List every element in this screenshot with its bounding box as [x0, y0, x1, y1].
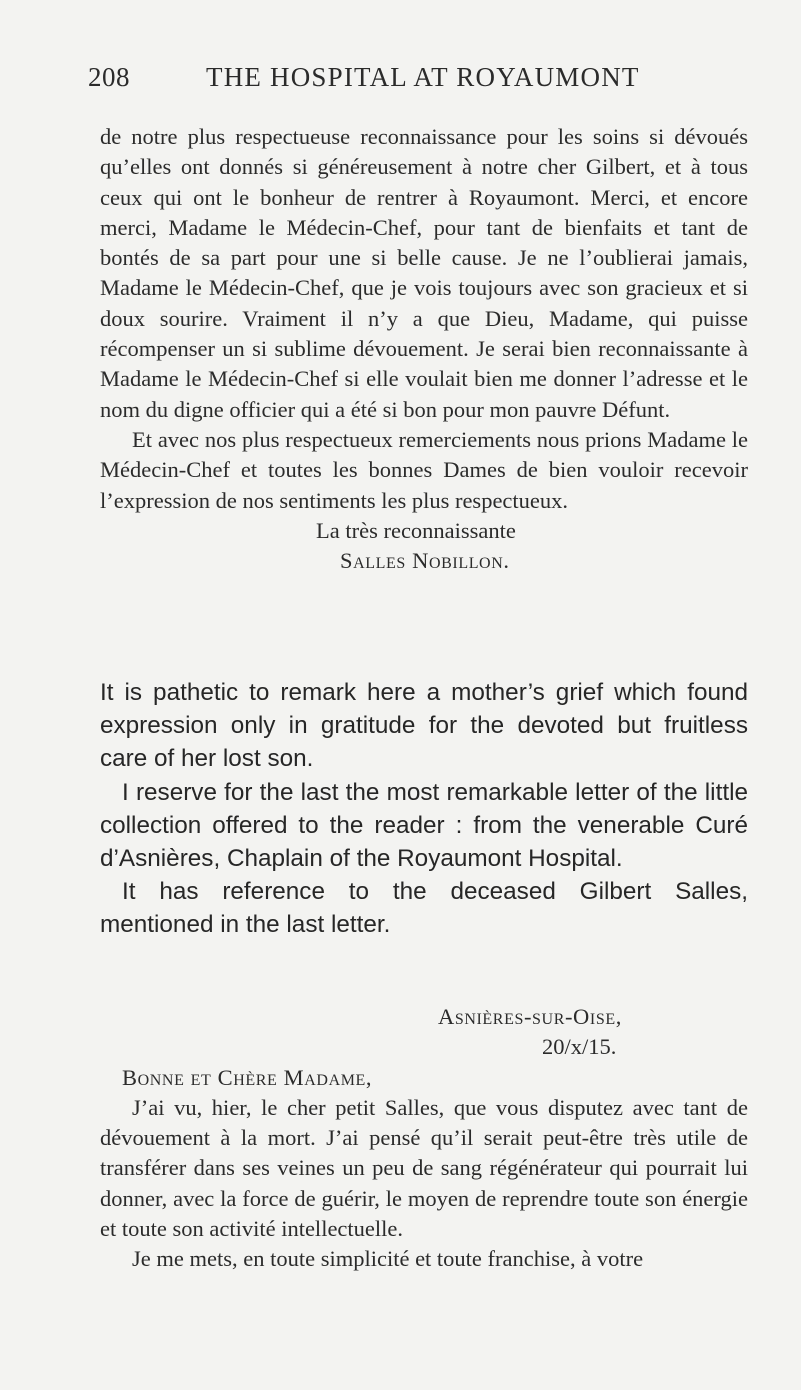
letter-signoff: La très reconnaissante — [316, 517, 516, 543]
letter-place: Asnières-sur-Oise, — [438, 1004, 622, 1029]
letter-salutation: Bonne et Chère Madame, — [122, 1064, 373, 1090]
letter-date: 20/x/15. — [542, 1034, 617, 1060]
second-letter — [100, 1002, 748, 1275]
letter-paragraph: de notre plus respectueuse reconnaissance pour les soins si dévoués qu’elles ont donnés si généreusement à notre cher Gilbert, et à tous ceux qui ont le bonheur de rentrer à Royaumont. Merci, et encore merci, Madame le Médecin-Chef, pour tant de bienfaits et tant de bontés de sa part pour une si belle cause. Je ne l’oublierai jamais, Madame le Médecin-Chef, que je vois toujours avec son gracieux et si doux sourire. Vraiment il n’y a que Dieu, Madame, qui puisse récompenser un si sublime dévouement. Je serai bien reconnaissante à Madame le Médecin-Chef si elle voulait bien me donner l’adresse et le nom du digne officier qui a été si bon pour mon pauvre Défunt. — [100, 124, 748, 422]
letter-paragraph: Je me mets, en toute simplicité et toute franchise, à votre — [132, 1246, 644, 1272]
letter-signature: Salles Nobillon. — [340, 548, 510, 574]
letter-continuation — [100, 122, 748, 576]
running-title: THE HOSPITAL AT ROYAUMONT — [206, 62, 640, 92]
commentary-paragraph: It is pathetic to remark here a mother’s grief which found expression only in gratitude for the devoted but fruitless care of her lost son. — [100, 679, 748, 773]
letter-paragraph: Et avec nos plus respectueux remerciements nous prions Madame le Médecin-Chef et toutes les bonnes Dames de bien vouloir recevoir l’expression de nos sentiments les plus respectueux. — [100, 426, 748, 513]
commentary — [100, 676, 748, 942]
page-number: 208 — [88, 62, 130, 92]
commentary-paragraph: I reserve for the last the most remarkable letter of the little collection offered to the reader : from the venerable Curé d’Asnières, Chaplain of the Royaumont Hospital. — [100, 778, 748, 873]
letter-paragraph: J’ai vu, hier, le cher petit Salles, que vous disputez avec tant de dévouement à la mort. J’ai pensé qu’il serait peut-être très utile de transférer dans ses veines un peu de sang régénérateur qui pourrait lui donner, avec la force de guérir, le moyen de reprendre toute son énergie et toute son activité intellectuelle. — [100, 1094, 748, 1242]
page-header — [88, 62, 730, 102]
commentary-paragraph: It has reference to the deceased Gilbert Salles, mentioned in the last letter. — [100, 878, 748, 939]
